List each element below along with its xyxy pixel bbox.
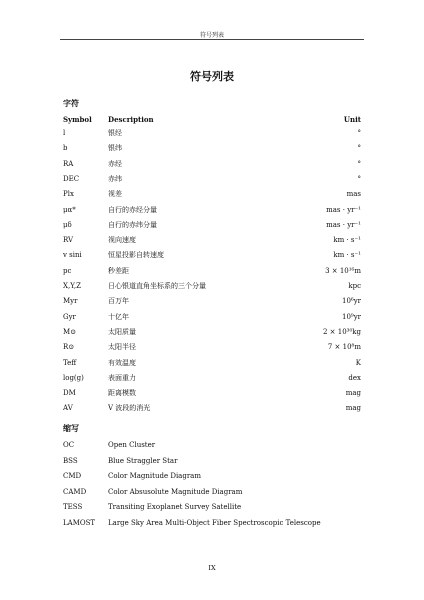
abbreviation-row — [63, 502, 361, 513]
unit-cell: 2 × 10³⁰kg — [322, 327, 361, 336]
symbol-row — [63, 250, 361, 261]
symbol-row — [63, 189, 361, 200]
symbol-cell: Teff — [63, 358, 77, 367]
description-cell: 银纬 — [108, 144, 122, 153]
abbreviation-row — [63, 471, 361, 482]
symbol-cell: Gyr — [63, 312, 76, 321]
symbol-row — [63, 342, 361, 353]
symbol-row — [63, 128, 361, 139]
symbol-cell: M⊙ — [63, 327, 77, 336]
symbols-section-heading: 字符 — [63, 99, 79, 108]
abbreviation-cell: CMD — [63, 472, 82, 480]
unit-cell: dex — [348, 373, 361, 382]
description-cell: 秒差距 — [108, 266, 129, 275]
symbol-cell: AV — [63, 404, 73, 413]
description-cell: 百万年 — [108, 297, 129, 306]
running-header: 符号列表 — [199, 32, 224, 39]
description-cell: 赤经 — [108, 159, 122, 168]
description-cell: 表面重力 — [108, 373, 136, 382]
symbol-cell: RV — [63, 236, 74, 245]
description-cell: 视差 — [108, 190, 122, 199]
abbreviation-cell: LAMOST — [63, 518, 96, 527]
unit-cell: ° — [357, 144, 361, 153]
description-cell: 距离模数 — [108, 389, 136, 398]
description-cell: V 波段的消光 — [108, 404, 151, 413]
symbol-row — [63, 159, 361, 170]
page-number: IX — [208, 564, 216, 572]
description-cell: 太阳半径 — [108, 343, 136, 352]
description-cell: 十亿年 — [108, 312, 129, 321]
abbreviation-row — [63, 456, 361, 467]
unit-cell: mas — [346, 190, 361, 199]
abbreviation-cell: OC — [63, 441, 75, 449]
unit-cell: ° — [357, 129, 361, 137]
symbol-cell: v sini — [63, 251, 82, 260]
description-cell: 自行的赤经分量 — [108, 205, 157, 214]
unit-cell: 10⁶yr — [341, 297, 361, 306]
description-cell: 恒星投影自转速度 — [108, 251, 164, 260]
unit-cell: mas · yr⁻¹ — [326, 205, 361, 214]
unit-cell: 3 × 10¹⁶m — [325, 266, 361, 275]
symbol-cell: DM — [63, 389, 76, 398]
description-cell: 赤纬 — [108, 174, 122, 183]
symbol-row — [63, 358, 361, 369]
unit-cell: km · s⁻¹ — [333, 236, 361, 245]
abbreviation-cell: TESS — [63, 503, 83, 511]
abbreviation-row — [63, 487, 361, 498]
abbreviations-section-heading: 缩写 — [63, 424, 79, 433]
description-cell: 自行的赤纬分量 — [108, 220, 157, 229]
abbreviation-cell: CAMD — [63, 487, 87, 496]
unit-cell: mag — [345, 389, 361, 398]
unit-cell: mag — [345, 404, 361, 413]
abbreviation-full-cell: Open Cluster — [108, 441, 156, 449]
symbol-cell: b — [63, 144, 68, 153]
description-cell: 银经 — [108, 129, 122, 137]
description-cell: 太阳质量 — [108, 327, 136, 336]
symbol-cell: RA — [63, 159, 74, 168]
unit-cell: 7 × 10⁸m — [327, 343, 361, 352]
unit-cell: 10⁹yr — [341, 312, 361, 321]
description-cell: 有效温度 — [108, 358, 136, 367]
symbol-cell: Plx — [63, 190, 74, 199]
abbreviation-cell: BSS — [63, 456, 78, 465]
column-header-symbol: Symbol — [63, 115, 92, 124]
abbreviation-full-cell: Large Sky Area Multi-Object Fiber Spectroscopic Telescope — [108, 518, 321, 527]
symbol-cell: log(g) — [63, 373, 84, 382]
symbol-cell: R⊙ — [63, 343, 75, 352]
symbol-row — [63, 235, 361, 246]
column-header-unit: Unit — [343, 115, 361, 124]
symbol-row — [63, 281, 361, 292]
symbol-row — [63, 327, 361, 338]
unit-cell: K — [355, 358, 361, 367]
symbol-row — [63, 220, 361, 231]
symbol-cell: Myr — [63, 297, 78, 306]
symbol-row — [63, 296, 361, 307]
description-cell: 视向速度 — [108, 236, 136, 245]
unit-cell: mas · yr⁻¹ — [326, 220, 361, 229]
symbol-row — [63, 174, 361, 185]
symbols-table-header — [63, 114, 361, 125]
abbreviation-row — [63, 440, 361, 451]
symbol-cell: X,Y,Z — [63, 282, 82, 290]
symbol-cell: l — [63, 129, 66, 137]
unit-cell: ° — [357, 159, 361, 168]
abbreviation-full-cell: Transiting Exoplanet Survey Satellite — [108, 503, 242, 511]
symbol-row — [63, 388, 361, 399]
abbreviation-full-cell: Color Magnitude Diagram — [108, 472, 201, 480]
unit-cell: km · s⁻¹ — [333, 251, 361, 260]
column-header-description: Description — [108, 115, 154, 124]
header-rule — [60, 39, 364, 40]
unit-cell: ° — [357, 174, 361, 183]
abbreviation-full-cell: Blue Straggler Star — [108, 456, 178, 465]
abbreviation-row — [63, 518, 361, 529]
symbol-cell: μα* — [63, 205, 76, 214]
symbol-row — [63, 373, 361, 384]
description-cell: 日心银道直角坐标系的三个分量 — [108, 282, 206, 290]
symbol-row — [63, 143, 361, 154]
symbol-cell: DEC — [63, 174, 80, 183]
page-title: 符号列表 — [190, 70, 234, 83]
symbol-row — [63, 403, 361, 414]
symbol-cell: μδ — [63, 220, 72, 229]
unit-cell: kpc — [348, 282, 361, 290]
abbreviation-full-cell: Color Absusolute Magnitude Diagram — [108, 487, 243, 496]
symbol-row — [63, 205, 361, 216]
symbol-row — [63, 312, 361, 323]
symbol-row — [63, 266, 361, 277]
symbol-cell: pc — [63, 266, 72, 275]
